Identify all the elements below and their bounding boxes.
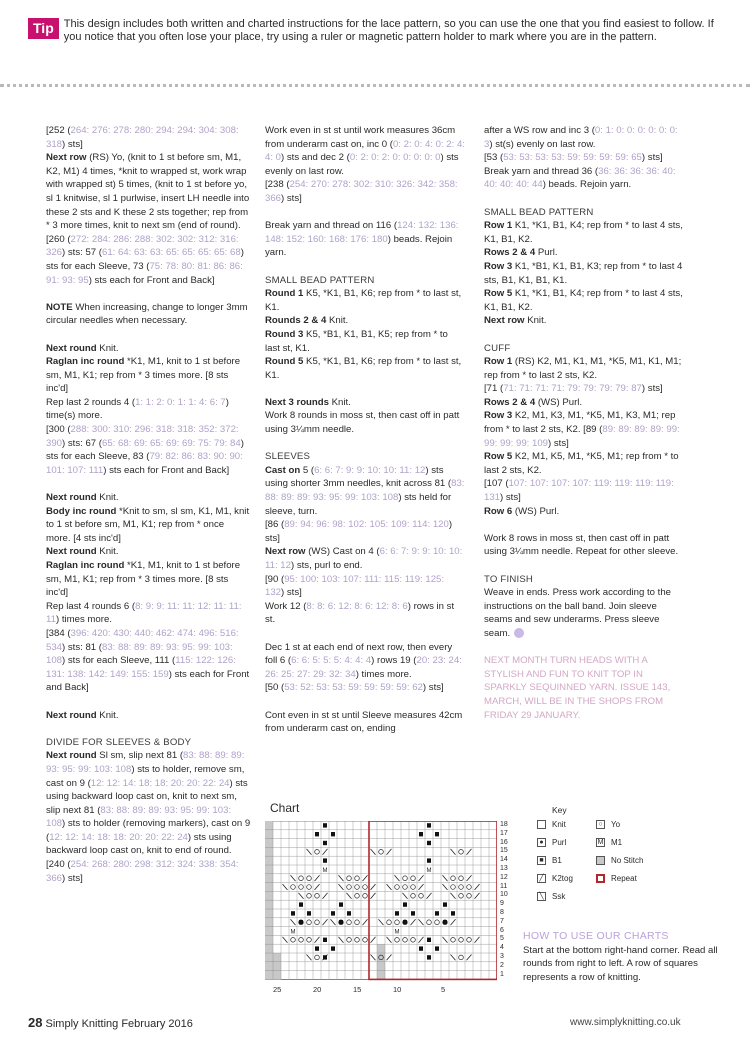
b1-stitch	[427, 858, 431, 862]
chart-row-number: 10	[500, 891, 508, 899]
b1-stitch	[323, 858, 327, 862]
page-number: 28	[28, 1015, 43, 1030]
b1-stitch	[315, 946, 319, 950]
key-symbol-icon: ●	[537, 838, 546, 847]
b1-stitch	[291, 911, 295, 915]
paragraph: DIVIDE FOR SLEEVES & BODY Next round Sl sm, slip next 81 (83: 88: 89: 89: 93: 95: 99: 103: 108) sts to holder, remove sm, cast on 9 (12: 12: 14: 18: 18: 20: 20: 22: 24) sts using backward loop cast on, knit to next sm, slip next 81 (83: 88: 89: 89: 93: 95: 99: 103: 108) sts to holder (removing markers), cast on 9 (12: 12: 14: 18: 18: 20: 20: 22: 24) sts using backward loop cast on, knit to end of round. [240 (254: 268: 280: 298: 312: 324: 338: 354: 366) sts]	[46, 736, 251, 884]
lace-chart	[265, 821, 497, 981]
paragraph: Next round Knit. Body inc round *Knit to sm, sl sm, K1, M1, knit to 1 st before sm, M1, K1; rep from * once more. [4 sts inc'd] Next round Knit. Raglan inc round *K1, M1, knit to 1 st before sm, M1, K1; rep from * 3 times more. [8 sts inc'd] Rep last 4 rounds 6 (8: 9: 9: 11: 11: 12: 11: 11: 11) times more. [384 (396: 420: 430: 440: 462: 474: 496: 516: 534) sts: 81 (83: 88: 89: 89: 93: 95: 99: 103: 108) sts for each Sleeve, 111 (115: 122: 126: 131: 138: 142: 149: 155: 159) sts each for Front and Back]	[46, 492, 250, 694]
b1-stitch	[331, 832, 335, 836]
chart-row-number: 3	[500, 953, 504, 960]
section-heading: SLEEVES	[265, 451, 311, 463]
key-symbol-icon	[596, 856, 605, 865]
b1-stitch	[339, 902, 343, 906]
chart-row-number: 6	[500, 926, 504, 934]
b1-stitch	[411, 911, 415, 915]
paragraph: SMALL BEAD PATTERN Round 1 K5, *K1, B1, K6; rep from * to last st, K1. Rounds 2 & 4 Knit. Round 3 K5, *B1, K1, B1, K5; rep from * to last st, K1. Round 5 K5, *K1, B1, K6; rep from * to last st, K1.	[265, 274, 462, 381]
paragraph: Next round Knit.	[46, 709, 119, 721]
b1-stitch	[427, 841, 431, 845]
chart-row-number: 16	[500, 838, 508, 846]
m1-stitch: M	[426, 867, 432, 874]
footer-left	[28, 1015, 193, 1030]
howto-heading: HOW TO USE OUR CHARTS	[523, 930, 669, 942]
chart-row-number: 18	[500, 821, 508, 828]
key-label: Ssk	[552, 892, 566, 901]
key-title: Key	[552, 805, 567, 815]
paragraph: CUFF Row 1 (RS) K2, M1, K1, M1, *K5, M1, K1, M1; rep from * to last 2 sts, K2. [71 (71: 71: 71: 71: 79: 79: 79: 79: 87) sts] Rows 2 & 4 (WS) Purl. Row 3 K2, M1, K3, M1, *K5, M1, K3, M1; rep from * to last 2 sts, K2. [89 (89: 89: 89: 89: 99: 99: 99: 99: 109) sts] Row 5 K2, M1, K5, M1, *K5, M1; rep from * to last 2 sts, K2. [107 (107: 107: 107: 107: 119: 119: 119: 119: 131) sts] Row 6 (WS) Purl.	[484, 342, 682, 517]
b1-stitch	[307, 911, 311, 915]
m1-stitch: M	[290, 929, 296, 936]
chart-row-number: 13	[500, 865, 508, 872]
column-2	[265, 124, 465, 749]
no-stitch-area	[273, 953, 281, 979]
chart-col-number: 25	[273, 985, 282, 995]
b1-stitch	[315, 832, 319, 836]
magazine-title: Simply Knitting February 2016	[45, 1018, 193, 1030]
b1-stitch	[435, 946, 439, 950]
column-1	[46, 124, 251, 899]
section-heading: SMALL BEAD PATTERN	[265, 274, 375, 286]
key-symbol-icon	[596, 874, 605, 883]
key-label: Knit	[552, 820, 566, 829]
b1-stitch	[427, 938, 431, 942]
b1-stitch	[419, 946, 423, 950]
b1-stitch	[299, 920, 303, 924]
paragraph: SLEEVES Cast on 5 (6: 6: 7: 9: 9: 10: 10: 11: 12) sts using shorter 3mm needles, knit across 81 (83: 88: 89: 89: 93: 95: 99: 103: 108) sts held for sleeve, turn. [86 (89: 94: 96: 98: 102: 105: 109: 114: 120) sts] Next row (WS) Cast on 4 (6: 6: 7: 9: 9: 10: 10: 11: 12) sts, purl to end. [90 (95: 100: 103: 107: 111: 115: 119: 125: 132) sts] Work 12 (8: 8: 6: 12: 8: 6: 12: 8: 6) rows in st st.	[265, 451, 465, 626]
key-label: Yo	[611, 820, 621, 829]
b1-stitch	[323, 841, 327, 845]
chart-row-number: 1	[500, 970, 504, 978]
b1-stitch	[435, 911, 439, 915]
chart-row-number: 9	[500, 900, 504, 908]
key-symbol-icon: ╲	[537, 892, 546, 901]
b1-stitch	[339, 920, 343, 924]
key-label: Purl	[552, 838, 567, 847]
key-label: K2tog	[552, 874, 573, 883]
tip-box	[28, 18, 728, 44]
chart-row-number: 14	[500, 856, 508, 864]
note: NOTE When increasing, change to longer 3mm circular needles when necessary.	[46, 301, 248, 327]
key-symbol-icon: ╱	[537, 874, 546, 883]
paragraph: [252 (264: 276: 278: 280: 294: 294: 304: 308: 318) sts] Next row (RS) Yo, (knit to 1 st before sm, M1, K2, M1) 4 times, *knit to wrapped st, work wrap with wrapped st) 5 times, (knit to 1 st before yo, sl 1 knitwise, sl 1 purlwise, insert LH needle into these 2 sts and K these 2 sts together; rep from * 3 more times, knit to next sm (end of round). [260 (272: 284: 286: 288: 302: 302: 312: 316: 326) sts: 57 (61: 64: 63: 63: 65: 65: 65: 65: 68) sts for each Sleeve, 73 (75: 78: 80: 81: 86: 86: 91: 93: 95) sts each for Front and Back]	[46, 125, 250, 286]
paragraph: Work even in st st until work measures 36cm from underarm cast on, inc 0 (0: 2: 0: 4: 0: 2: 4: 4: 0) sts and dec 2 (0: 2: 0: 2: 0: 0: 0: 0: 0) sts evenly on last row. [238 (254: 270: 278: 302: 310: 326: 342: 358: 366) sts]	[265, 125, 465, 204]
dotted-divider	[0, 84, 750, 87]
paragraph: Cont even in st st until Sleeve measures 42cm from underarm cast on, ending	[265, 709, 463, 735]
column-3	[484, 124, 684, 736]
chart-row-number: 12	[500, 873, 508, 881]
key-label: No Stitch	[611, 856, 644, 865]
chart-row-number: 8	[500, 909, 504, 916]
b1-stitch	[419, 832, 423, 836]
b1-stitch	[427, 823, 431, 827]
section-heading: SMALL BEAD PATTERN	[484, 206, 594, 218]
chart-row-number: 4	[500, 944, 504, 952]
key-label: B1	[552, 856, 562, 865]
key-symbol-icon: ○	[596, 820, 605, 829]
next-month-teaser: NEXT MONTH TURN HEADS WITH A STYLISH AND FUN TO KNIT TOP IN SPARKLY SEQUINNED YARN. ISSUE 143, MARCH, WILL BE IN THE SHOPS FROM FRIDAY 29 JANUARY.	[484, 655, 671, 721]
b1-stitch	[427, 955, 431, 959]
how-to-use-charts	[523, 930, 723, 984]
paragraph: Next 3 rounds Knit. Work 8 rounds in moss st, then cast off in patt using 3¼mm needle.	[265, 396, 460, 436]
paragraph: Next round Knit. Raglan inc round *K1, M1, knit to 1 st before sm, M1, K1; rep from * 3 times more. [8 sts inc'd] Rep last 2 rounds 4 (1: 1: 2: 0: 1: 1: 4: 6: 7) time(s) more. [300 (288: 300: 310: 296: 318: 318: 352: 372: 390) sts: 67 (65: 68: 69: 65: 69: 69: 75: 79: 84) sts for each Sleeve, 83 (79: 82: 86: 83: 90: 90: 101: 107: 111) sts each for Front and Back]	[46, 342, 244, 476]
paragraph: TO FINISH Weave in ends. Press work according to the instructions on the ball band. Join sleeve seams and sew underarms. Press sleeve seam.	[484, 573, 671, 639]
paragraph: Work 8 rows in moss st, then cast off in patt using 3¼mm needle. Repeat for other sleeve.	[484, 532, 679, 558]
b1-stitch	[331, 946, 335, 950]
b1-stitch	[299, 902, 303, 906]
section-heading: CUFF	[484, 342, 511, 354]
chart-col-number: 5	[441, 985, 446, 995]
b1-stitch	[347, 911, 351, 915]
b1-stitch	[403, 920, 407, 924]
b1-stitch	[323, 938, 327, 942]
chart-row-number: 5	[500, 935, 504, 943]
b1-stitch	[323, 823, 327, 827]
end-dot-icon	[514, 628, 524, 638]
b1-stitch	[403, 902, 407, 906]
m1-stitch: M	[394, 929, 400, 936]
paragraph: SMALL BEAD PATTERN Row 1 K1, *K1, B1, K4; rep from * to last 4 sts, K1, B1, K2. Rows 2 & 4 Purl. Row 3 K1, *B1, K1, B1, K3; rep from * to last 4 sts, B1, K1, B1, K1. Row 5 K1, *K1, B1, K4; rep from * to last 4 sts, K1, B1, K2. Next row Knit.	[484, 206, 683, 327]
tip-badge: Tip	[28, 18, 59, 39]
tip-text: This design includes both written and charted instructions for the lace pattern, so you can use the one that you find easiest to follow. If you notice that you often lose your place, try using a ruler or magnetic pattern holder to mark where you are in the pattern.	[63, 18, 714, 43]
chart-col-number: 10	[393, 985, 402, 995]
chart-col-number: 15	[353, 985, 362, 995]
b1-stitch	[451, 911, 455, 915]
key-symbol-icon	[537, 820, 546, 829]
b1-stitch	[443, 920, 447, 924]
key-label: M1	[611, 838, 623, 847]
paragraph: Break yarn and thread on 116 (124: 132: 136: 148: 152: 160: 168: 176: 180) beads. Rejoin yarn.	[265, 220, 459, 259]
key-label: Repeat	[611, 874, 637, 883]
b1-stitch	[323, 955, 327, 959]
chart-col-number: 20	[313, 985, 322, 995]
howto-text: Start at the bottom right-hand corner. Read all rounds from right to left. A row of squares represents a row of knitting.	[523, 944, 718, 983]
key-symbol-icon: ■	[537, 856, 546, 865]
paragraph: Dec 1 st at each end of next row, then every foll 6 (6: 6: 5: 5: 5: 4: 4: 4) rows 19 (20: 23: 24: 26: 25: 27: 29: 32: 34) times more. [50 (53: 52: 53: 53: 59: 59: 59: 59: 62) sts]	[265, 641, 462, 694]
b1-stitch	[395, 911, 399, 915]
b1-stitch	[435, 832, 439, 836]
m1-stitch: M	[322, 867, 328, 874]
chart-title: Chart	[270, 801, 300, 815]
chart-row-number: 15	[500, 847, 508, 855]
paragraph: after a WS row and inc 3 (0: 1: 0: 0: 0: 0: 0: 0: 3) st(s) evenly on last row. [53 (53: 53: 53: 53: 59: 59: 59: 59: 65) sts] Break yarn and thread 36 (36: 36: 36: 36: 40: 40: 40: 40: 44) beads. Rejoin yarn.	[484, 125, 678, 191]
chart-row-number: 11	[500, 882, 508, 890]
key-symbol-icon: M	[597, 839, 604, 846]
chart-row-number: 17	[500, 829, 508, 837]
b1-stitch	[443, 902, 447, 906]
section-heading: DIVIDE FOR SLEEVES & BODY	[46, 736, 192, 748]
section-heading: TO FINISH	[484, 573, 534, 585]
website-link[interactable]: www.simplyknitting.co.uk	[570, 1017, 681, 1028]
b1-stitch	[331, 911, 335, 915]
chart-row-number: 2	[500, 961, 504, 969]
chart-row-number: 7	[500, 917, 504, 925]
